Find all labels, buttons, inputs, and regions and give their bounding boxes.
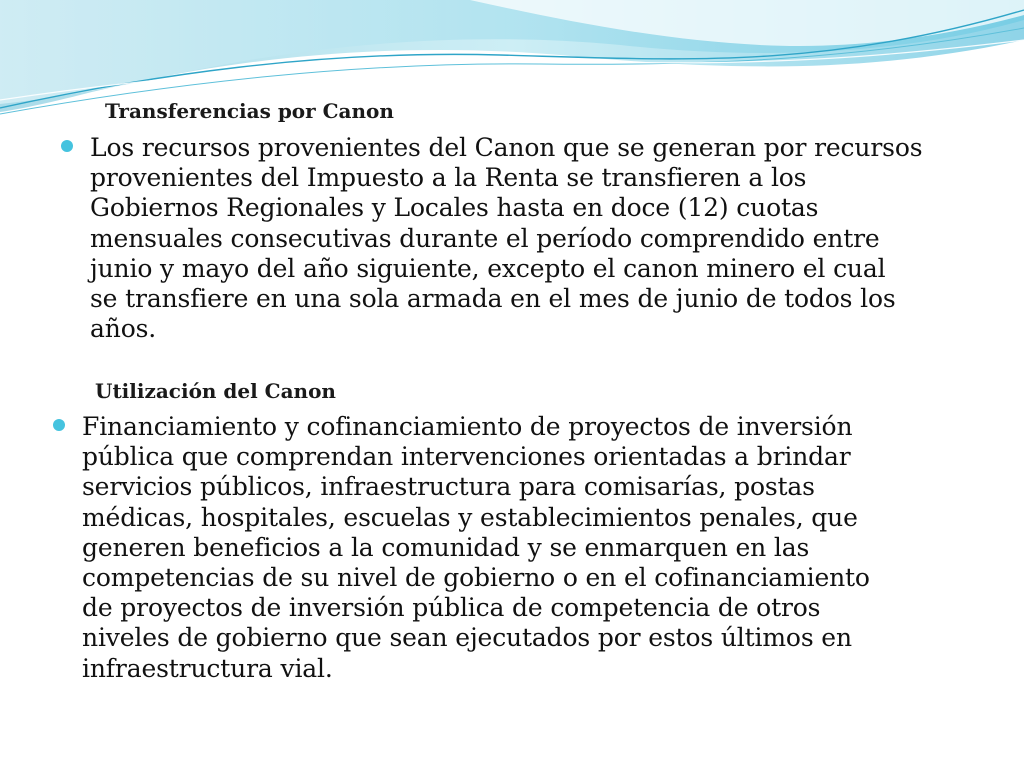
paragraph-line: junio y mayo del año siguiente, excepto el canon minero el cual [90,253,886,283]
bullet-icon [61,140,73,152]
paragraph-line: niveles de gobierno que sean ejecutados por estos últimos en [82,623,852,653]
paragraph-line: mensuales consecutivas durante el período comprendido entre [90,223,880,253]
paragraph-line: se transfiere en una sola armada en el mes de junio de todos los [90,284,896,314]
paragraph-line: generen beneficios a la comunidad y se enmarquen en las [82,532,810,562]
section-heading-utilizacion: Utilización del Canon [95,379,336,403]
paragraph-line: de proyectos de inversión pública de competencia de otros [82,593,821,623]
paragraph-line: Gobiernos Regionales y Locales hasta en doce (12) cuotas [90,193,819,223]
bullet-paragraph-utilizacion [82,412,982,684]
paragraph-line: servicios públicos, infraestructura para comisarías, postas [82,472,815,502]
section-heading-transferencias: Transferencias por Canon [105,99,394,123]
paragraph-line: infraestructura vial. [82,653,333,683]
paragraph-line: Los recursos provenientes del Canon que se generan por recursos [90,133,923,162]
paragraph-line: competencias de su nivel de gobierno o en el cofinanciamiento [82,563,870,593]
paragraph-line: pública que comprendan intervenciones orientadas a brindar [82,442,851,472]
paragraph-line: provenientes del Impuesto a la Renta se transfieren a los [90,163,807,193]
paragraph-line: Financiamiento y cofinanciamiento de proyectos de inversión [82,412,853,441]
bullet-paragraph-transferencias [90,133,990,344]
bullet-icon [53,419,65,431]
paragraph-line: años. [90,314,157,344]
paragraph-line: médicas, hospitales, escuelas y establecimientos penales, que [82,502,858,532]
